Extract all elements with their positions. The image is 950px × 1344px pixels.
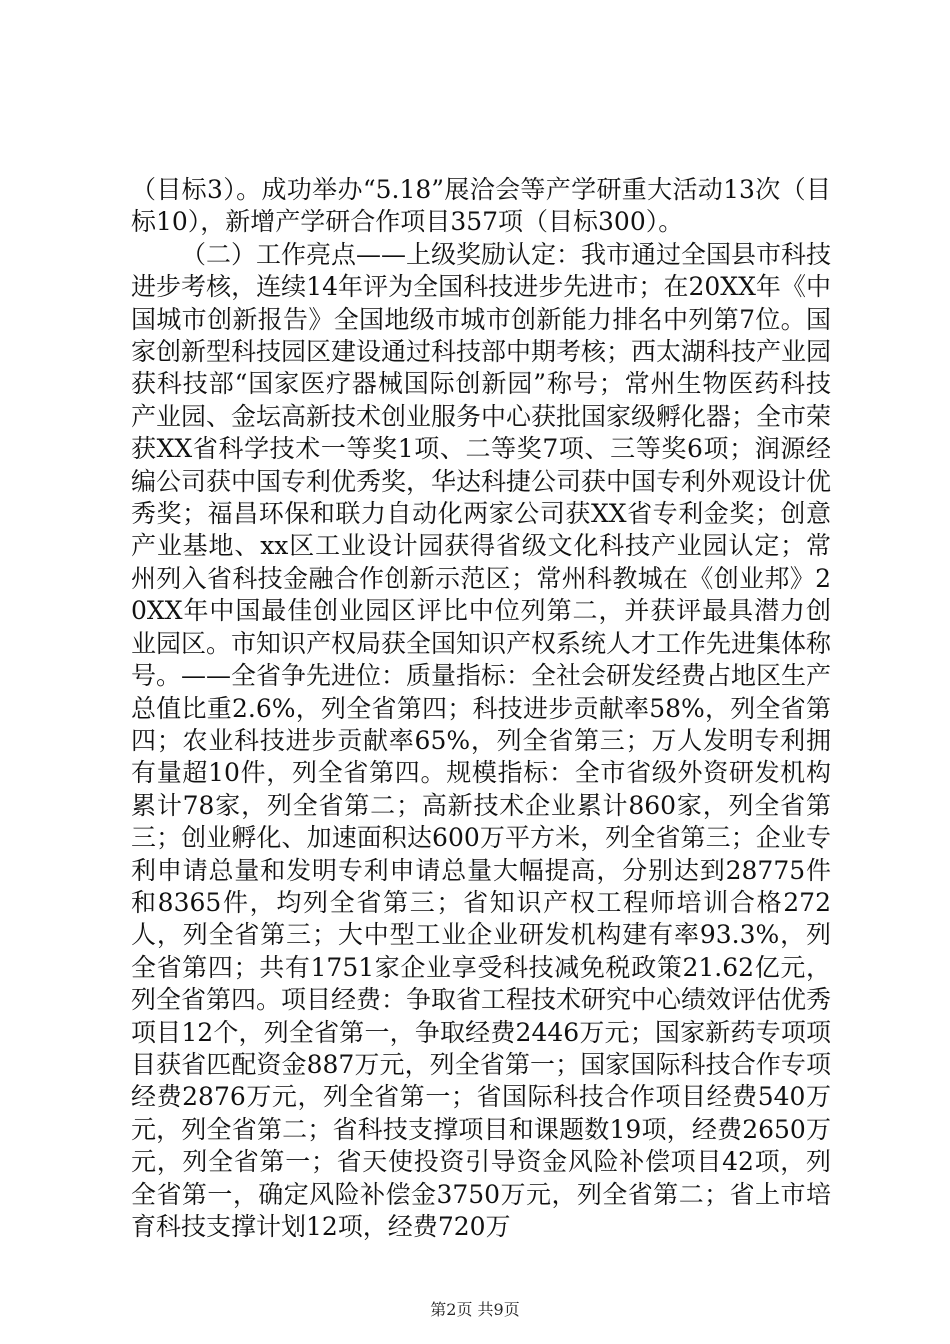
page-number-footer: 第2页 共9页 (430, 1300, 520, 1319)
body-text (131, 174, 831, 1243)
paragraph-highlights: （二）工作亮点——上级奖励认定：我市通过全国县市科技进步考核，连续14年评为全国科技进步先进市；在20XX年《中国城市创新报告》全国地级市城市创新能力排名中列第7位。国家创新型科技园区建设通过科技部中期考核；西太湖科技产业园获科技部“国家医疗器械国际创新园”称号；常州生物医药科技产业园、金坛高新技术创业服务中心获批国家级孵化器；全市荣获XX省科学技术一等奖1项、二等奖7项、三等奖6项；润源经编公司获中国专利优秀奖，华达科捷公司获中国专利外观设计优秀奖；福昌环保和联力自动化两家公司获XX省专利金奖；创意产业基地、xx区工业设计园获得省级文化科技产业园认定；常州列入省科技金融合作创新示范区；常州科教城在《创业邦》20XX年中国最佳创业园区评比中位列第二，并获评最具潜力创业园区。市知识产权局获全国知识产权系统人才工作先进集体称号。——全省争先进位：质量指标：全社会研发经费占地区生产总值比重2.6%，列全省第四；科技进步贡献率58%，列全省第四；农业科技进步贡献率65%，列全省第三；万人发明专利拥有量超10件，列全省第四。规模指标：全市省级外资研发机构累计78家，列全省第二；高新技术企业累计860家，列全省第三；创业孵化、加速面积达600万平方米，列全省第三；企业专利申请总量和发明专利申请总量大幅提高，分别达到28775件和8365件，均列全省第三；省知识产权工程师培训合格272人，列全省第三；大中型工业企业研发机构建有率93.3%，列全省第四；共有1751家企业享受科技减免税政策21.62亿元，列全省第四。项目经费：争取省工程技术研究中心绩效评估优秀项目12个，列全省第一，争取经费2446万元；国家新药专项项目获省匹配资金887万元，列全省第一；国家国际科技合作专项经费2876万元，列全省第一；省国际科技合作项目经费540万元，列全省第二；省科技支撑项目和课题数19项，经费2650万元，列全省第一；省天使投资引导资金风险补偿项目42项，列全省第一，确定风险补偿金3750万元，列全省第二；省上市培育科技支撑计划12项，经费720万 (131, 239, 832, 1241)
paragraph-targets: （目标3）。成功举办“5.18”展洽会等产学研重大活动13次（目标10），新增产学研合作项目357项（目标300）。 (131, 175, 831, 237)
